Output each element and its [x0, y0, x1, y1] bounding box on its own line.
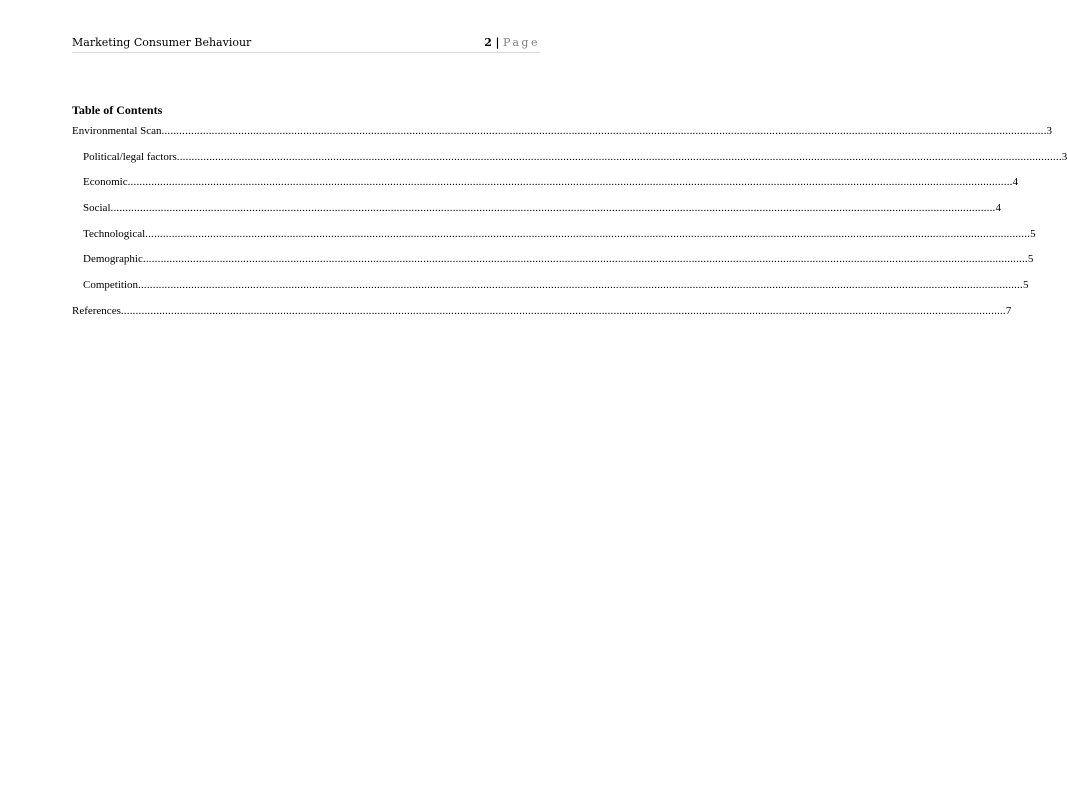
- toc-entry-competition[interactable]: [83, 278, 1029, 292]
- toc-entry-social[interactable]: [83, 201, 1001, 215]
- page-number: 2: [484, 36, 492, 49]
- toc-entry-page: 5: [1023, 279, 1029, 291]
- page-word: Page: [502, 36, 540, 49]
- toc-entry-label: Technological: [83, 228, 146, 240]
- toc-entry-references[interactable]: [72, 304, 1012, 318]
- toc-entry-page: 5: [1030, 228, 1036, 240]
- toc-dot-leader: ............................................................................................................................................................................................................................................................................................................: [176, 151, 1062, 163]
- toc-entry-label: Social: [83, 202, 111, 214]
- page-header: [72, 36, 540, 53]
- toc-entry-environmental-scan[interactable]: [72, 124, 1053, 138]
- toc-dot-leader: ............................................................................................................................................................................................................................................................................................................: [145, 228, 1031, 240]
- toc-entry-demographic[interactable]: [83, 252, 1034, 266]
- toc-entry-page: 3: [1046, 125, 1053, 137]
- toc-heading: Table of Contents: [72, 103, 163, 117]
- toc-dot-leader: ............................................................................................................................................................................................................................................................................................................: [138, 279, 1023, 291]
- toc-entry-page: 5: [1027, 253, 1034, 265]
- page-separator: |: [495, 36, 500, 49]
- toc-dot-leader: ............................................................................................................................................................................................................................................................................................................: [161, 125, 1047, 137]
- toc-entry-label: Environmental Scan: [72, 125, 162, 137]
- header-page-indicator: [484, 36, 540, 50]
- toc-entry-label: Competition: [83, 279, 138, 291]
- toc-entry-technological[interactable]: [83, 227, 1036, 241]
- toc-entry-label: Political/legal factors: [83, 151, 177, 163]
- toc-entry-political-legal-factors[interactable]: [83, 150, 1067, 164]
- toc-dot-leader: ............................................................................................................................................................................................................................................................................................................: [110, 202, 996, 214]
- toc-entry-economic[interactable]: [83, 175, 1019, 189]
- toc-dot-leader: ............................................................................................................................................................................................................................................................................................................: [127, 176, 1013, 188]
- toc-entry-page: 4: [1012, 176, 1019, 188]
- toc-entry-page: 3: [1061, 151, 1067, 163]
- toc-dot-leader: ............................................................................................................................................................................................................................................................................................................: [142, 253, 1028, 265]
- toc-entry-page: 7: [1005, 305, 1012, 317]
- toc-entry-page: 4: [995, 202, 1001, 214]
- toc-entry-label: Demographic: [83, 253, 143, 265]
- toc-entry-label: Economic: [83, 176, 128, 188]
- header-title: Marketing Consumer Behaviour: [72, 36, 252, 49]
- toc-entry-label: References: [72, 305, 121, 317]
- toc-dot-leader: ............................................................................................................................................................................................................................................................................................................: [120, 305, 1006, 317]
